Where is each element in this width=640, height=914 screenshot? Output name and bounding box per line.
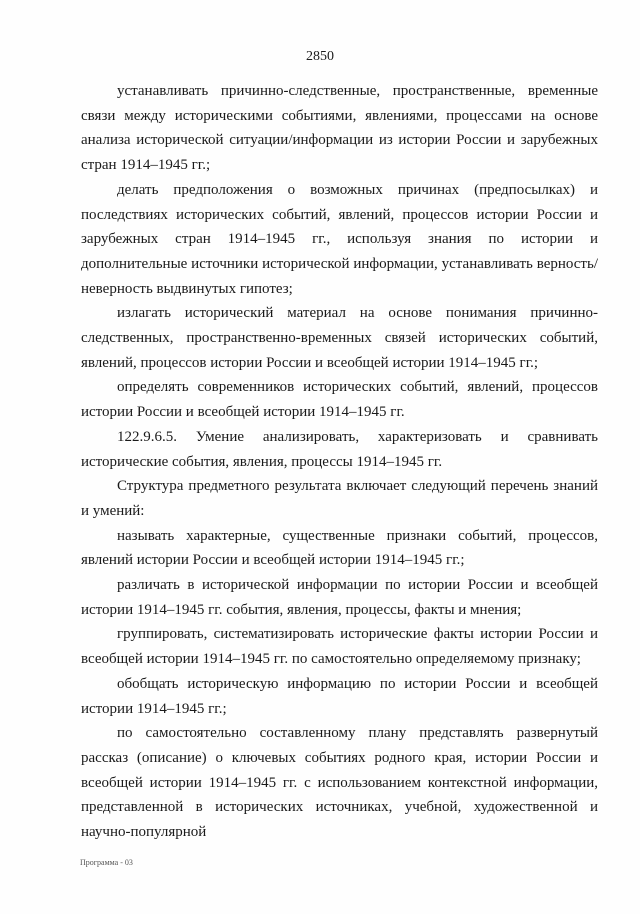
paragraph: излагать исторический материал на основе понимания причинно-следственных, пространственно-временных связей исторических событий, явлений, процессов истории России и всеобщей истории 1914–1945 гг.; [81, 305, 598, 371]
paragraph: Структура предметного результата включает следующий перечень знаний и умений: [81, 478, 598, 519]
paragraph: определять современников исторических событий, явлений, процессов истории России и всеобщей истории 1914–1945 гг. [81, 379, 598, 421]
paragraph: называть характерные, существенные признаки событий, процессов, явлений истории России и всеобщей истории 1914–1945 гг.; [81, 527, 598, 569]
page-number: 2850 [306, 49, 334, 64]
paragraph: устанавливать причинно-следственные, пространственные, временные связи между историческими событиями, явлениями, процессами на основе анализа исторической ситуации/информации из истории России и зарубежных стран 1914–1945 гг.; [81, 83, 598, 174]
paragraph: по самостоятельно составленному плану представлять развернутый рассказ (описание) о ключевых событиях родного края, истории России и всеобщей истории 1914–1945 гг. с использованием контекстной информации, представленной в исторических источниках, учебной, художественной и научно-популярной [81, 725, 598, 841]
paragraph: различать в исторической информации по истории России и всеобщей истории 1914–1945 гг. события, явления, процессы, факты и мнения; [81, 577, 598, 618]
paragraph: делать предположения о возможных причинах (предпосылках) и последствиях исторических событий, явлений, процессов истории России и зарубежных стран 1914–1945 гг., используя знания по истории и дополнительные источники исторической информации, устанавливать верность/неверность выдвинутых гипотез; [81, 181, 598, 297]
page-footer: Программа - 03 [80, 858, 133, 867]
body-text [81, 79, 598, 845]
paragraph: группировать, систематизировать исторические факты истории России и всеобщей истории 1914–1945 гг. по самостоятельно определяемому признаку; [81, 626, 598, 668]
section-heading-paragraph: 122.9.6.5. Умение анализировать, характеризовать и сравнивать исторические события, явления, процессы 1914–1945 гг. [81, 428, 598, 470]
paragraph: обобщать историческую информацию по истории России и всеобщей истории 1914–1945 гг.; [81, 675, 598, 717]
